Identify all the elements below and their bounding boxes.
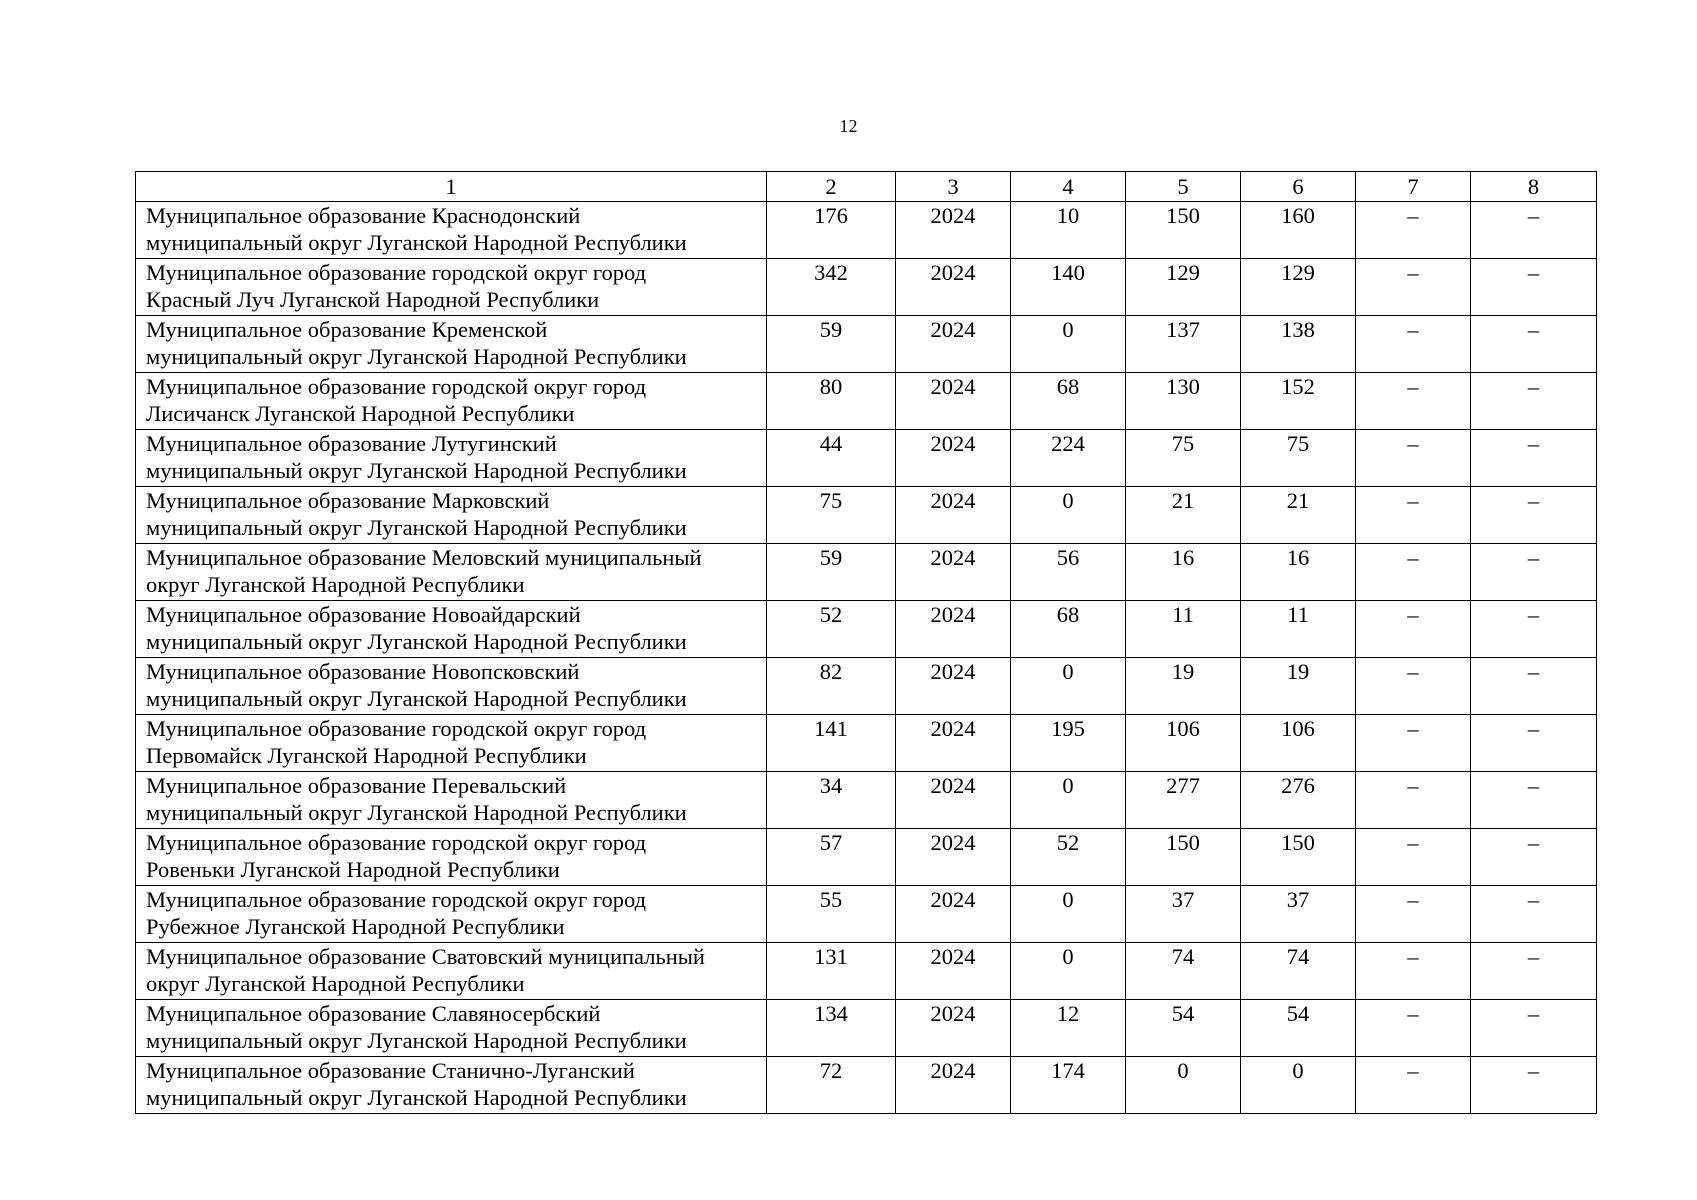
value-col-5: 129 <box>1126 259 1241 316</box>
value-col-5: 150 <box>1126 202 1241 259</box>
value-col-3: 2024 <box>896 316 1011 373</box>
value-col-4: 68 <box>1011 373 1126 430</box>
value-col-4: 10 <box>1011 202 1126 259</box>
value-col-4: 0 <box>1011 772 1126 829</box>
value-col-4: 0 <box>1011 943 1126 1000</box>
value-col-5: 19 <box>1126 658 1241 715</box>
value-col-4: 12 <box>1011 1000 1126 1057</box>
table-row <box>136 373 1597 430</box>
value-col-2: 72 <box>767 1057 896 1114</box>
municipality-name-line-2: муниципальный округ Луганской Народной Республики <box>146 686 687 711</box>
value-col-7: – <box>1356 772 1471 829</box>
value-col-4: 52 <box>1011 829 1126 886</box>
municipality-name-cell <box>136 373 767 430</box>
table-row <box>136 1000 1597 1057</box>
value-col-3: 2024 <box>896 829 1011 886</box>
value-col-2: 75 <box>767 487 896 544</box>
value-col-7: – <box>1356 316 1471 373</box>
municipality-name-cell <box>136 658 767 715</box>
value-col-5: 130 <box>1126 373 1241 430</box>
value-col-5: 37 <box>1126 886 1241 943</box>
value-col-8: – <box>1471 658 1597 715</box>
value-col-5: 75 <box>1126 430 1241 487</box>
column-header: 5 <box>1126 172 1241 202</box>
value-col-3: 2024 <box>896 430 1011 487</box>
value-col-7: – <box>1356 658 1471 715</box>
municipality-name-line-1: Муниципальное образование Новопсковский <box>146 659 580 684</box>
value-col-2: 141 <box>767 715 896 772</box>
value-col-6: 16 <box>1241 544 1356 601</box>
column-header: 1 <box>136 172 767 202</box>
value-col-8: – <box>1471 202 1597 259</box>
value-col-3: 2024 <box>896 1057 1011 1114</box>
value-col-3: 2024 <box>896 601 1011 658</box>
value-col-6: 74 <box>1241 943 1356 1000</box>
municipality-name-line-2: муниципальный округ Луганской Народной Республики <box>146 800 687 825</box>
municipality-name-cell <box>136 202 767 259</box>
municipality-name-cell <box>136 544 767 601</box>
value-col-6: 138 <box>1241 316 1356 373</box>
value-col-2: 134 <box>767 1000 896 1057</box>
value-col-6: 37 <box>1241 886 1356 943</box>
value-col-2: 34 <box>767 772 896 829</box>
value-col-5: 150 <box>1126 829 1241 886</box>
value-col-6: 11 <box>1241 601 1356 658</box>
municipality-name-cell <box>136 1000 767 1057</box>
value-col-6: 54 <box>1241 1000 1356 1057</box>
municipality-name-cell <box>136 601 767 658</box>
municipality-name-cell <box>136 316 767 373</box>
value-col-8: – <box>1471 601 1597 658</box>
municipality-name-line-2: округ Луганской Народной Республики <box>146 971 525 996</box>
value-col-7: – <box>1356 259 1471 316</box>
value-col-6: 152 <box>1241 373 1356 430</box>
column-header: 4 <box>1011 172 1126 202</box>
value-col-7: – <box>1356 487 1471 544</box>
value-col-4: 195 <box>1011 715 1126 772</box>
value-col-3: 2024 <box>896 886 1011 943</box>
value-col-8: – <box>1471 829 1597 886</box>
value-col-8: – <box>1471 772 1597 829</box>
value-col-8: – <box>1471 715 1597 772</box>
municipality-name-line-1: Муниципальное образование Станично-Луганский <box>146 1058 635 1083</box>
value-col-3: 2024 <box>896 544 1011 601</box>
value-col-5: 11 <box>1126 601 1241 658</box>
municipality-name-cell <box>136 259 767 316</box>
value-col-7: – <box>1356 715 1471 772</box>
table-row <box>136 886 1597 943</box>
municipality-name-cell <box>136 487 767 544</box>
table-row <box>136 487 1597 544</box>
municipality-name-line-1: Муниципальное образование Новоайдарский <box>146 602 581 627</box>
municipality-name-cell <box>136 829 767 886</box>
value-col-8: – <box>1471 430 1597 487</box>
value-col-5: 54 <box>1126 1000 1241 1057</box>
value-col-3: 2024 <box>896 1000 1011 1057</box>
table-row <box>136 259 1597 316</box>
municipality-name-line-1: Муниципальное образование Марковский <box>146 488 550 513</box>
value-col-4: 68 <box>1011 601 1126 658</box>
municipality-name-line-2: муниципальный округ Луганской Народной Республики <box>146 515 687 540</box>
value-col-2: 82 <box>767 658 896 715</box>
value-col-7: – <box>1356 886 1471 943</box>
municipality-name-line-2: Лисичанск Луганской Народной Республики <box>146 401 575 426</box>
column-header: 6 <box>1241 172 1356 202</box>
table-row <box>136 601 1597 658</box>
value-col-7: – <box>1356 202 1471 259</box>
column-header: 3 <box>896 172 1011 202</box>
municipality-name-line-2: муниципальный округ Луганской Народной Республики <box>146 458 687 483</box>
value-col-2: 131 <box>767 943 896 1000</box>
value-col-2: 59 <box>767 544 896 601</box>
municipality-name-line-2: округ Луганской Народной Республики <box>146 572 525 597</box>
municipality-name-line-2: Первомайск Луганской Народной Республики <box>146 743 587 768</box>
municipality-name-cell <box>136 715 767 772</box>
value-col-3: 2024 <box>896 487 1011 544</box>
municipality-name-line-1: Муниципальное образование Меловский муниципальный <box>146 545 702 570</box>
table-row <box>136 829 1597 886</box>
value-col-8: – <box>1471 373 1597 430</box>
value-col-7: – <box>1356 829 1471 886</box>
value-col-8: – <box>1471 487 1597 544</box>
value-col-2: 57 <box>767 829 896 886</box>
value-col-4: 56 <box>1011 544 1126 601</box>
page-number: 12 <box>839 116 858 136</box>
municipality-name-line-2: муниципальный округ Луганской Народной Республики <box>146 1085 687 1110</box>
value-col-2: 176 <box>767 202 896 259</box>
value-col-8: – <box>1471 1057 1597 1114</box>
municipality-name-line-1: Муниципальное образование городской округ город <box>146 887 647 912</box>
value-col-8: – <box>1471 886 1597 943</box>
value-col-7: – <box>1356 943 1471 1000</box>
value-col-3: 2024 <box>896 373 1011 430</box>
value-col-2: 44 <box>767 430 896 487</box>
table-row <box>136 1057 1597 1114</box>
municipality-name-line-2: Ровеньки Луганской Народной Республики <box>146 857 560 882</box>
value-col-4: 0 <box>1011 658 1126 715</box>
table-row <box>136 658 1597 715</box>
value-col-8: – <box>1471 544 1597 601</box>
value-col-2: 52 <box>767 601 896 658</box>
value-col-5: 21 <box>1126 487 1241 544</box>
municipality-name-line-1: Муниципальное образование Сватовский муниципальный <box>146 944 705 969</box>
municipality-name-line-2: муниципальный округ Луганской Народной Республики <box>146 344 687 369</box>
municipality-name-line-1: Муниципальное образование городской округ город <box>146 374 647 399</box>
value-col-6: 75 <box>1241 430 1356 487</box>
municipality-name-cell <box>136 430 767 487</box>
table-row <box>136 544 1597 601</box>
value-col-6: 276 <box>1241 772 1356 829</box>
value-col-7: – <box>1356 601 1471 658</box>
value-col-7: – <box>1356 430 1471 487</box>
value-col-2: 55 <box>767 886 896 943</box>
municipality-name-line-1: Муниципальное образование Славяносербский <box>146 1001 601 1026</box>
value-col-6: 21 <box>1241 487 1356 544</box>
municipality-name-cell <box>136 772 767 829</box>
value-col-7: – <box>1356 1057 1471 1114</box>
value-col-5: 74 <box>1126 943 1241 1000</box>
value-col-2: 59 <box>767 316 896 373</box>
value-col-6: 160 <box>1241 202 1356 259</box>
table-row <box>136 943 1597 1000</box>
value-col-6: 106 <box>1241 715 1356 772</box>
value-col-8: – <box>1471 259 1597 316</box>
value-col-6: 19 <box>1241 658 1356 715</box>
value-col-2: 80 <box>767 373 896 430</box>
value-col-5: 16 <box>1126 544 1241 601</box>
municipality-name-line-1: Муниципальное образование городской округ город <box>146 830 647 855</box>
value-col-3: 2024 <box>896 715 1011 772</box>
value-col-7: – <box>1356 373 1471 430</box>
value-col-5: 0 <box>1126 1057 1241 1114</box>
header-row <box>136 172 1597 202</box>
value-col-4: 0 <box>1011 316 1126 373</box>
value-col-3: 2024 <box>896 658 1011 715</box>
value-col-5: 277 <box>1126 772 1241 829</box>
value-col-5: 106 <box>1126 715 1241 772</box>
table-row <box>136 202 1597 259</box>
municipality-name-cell <box>136 1057 767 1114</box>
table-row <box>136 430 1597 487</box>
value-col-5: 137 <box>1126 316 1241 373</box>
data-table <box>135 171 1597 1114</box>
value-col-3: 2024 <box>896 259 1011 316</box>
value-col-6: 0 <box>1241 1057 1356 1114</box>
municipality-name-line-1: Муниципальное образование городской округ город <box>146 260 647 285</box>
value-col-7: – <box>1356 1000 1471 1057</box>
column-header: 7 <box>1356 172 1471 202</box>
value-col-3: 2024 <box>896 943 1011 1000</box>
municipality-name-line-1: Муниципальное образование городской округ город <box>146 716 647 741</box>
value-col-2: 342 <box>767 259 896 316</box>
municipality-name-cell <box>136 886 767 943</box>
municipality-name-line-1: Муниципальное образование Перевальский <box>146 773 567 798</box>
municipality-name-line-2: Рубежное Луганской Народной Республики <box>146 914 565 939</box>
value-col-4: 0 <box>1011 487 1126 544</box>
municipality-name-line-1: Муниципальное образование Кременской <box>146 317 548 342</box>
value-col-8: – <box>1471 943 1597 1000</box>
municipality-name-line-1: Муниципальное образование Краснодонский <box>146 203 581 228</box>
column-header: 8 <box>1471 172 1597 202</box>
value-col-3: 2024 <box>896 772 1011 829</box>
value-col-6: 150 <box>1241 829 1356 886</box>
municipality-name-line-1: Муниципальное образование Лутугинский <box>146 431 557 456</box>
table-row <box>136 772 1597 829</box>
municipality-name-line-2: муниципальный округ Луганской Народной Республики <box>146 230 687 255</box>
municipality-name-cell <box>136 943 767 1000</box>
municipality-name-line-2: муниципальный округ Луганской Народной Республики <box>146 1028 687 1053</box>
value-col-6: 129 <box>1241 259 1356 316</box>
value-col-4: 224 <box>1011 430 1126 487</box>
value-col-4: 174 <box>1011 1057 1126 1114</box>
value-col-4: 140 <box>1011 259 1126 316</box>
table-row <box>136 715 1597 772</box>
table-row <box>136 316 1597 373</box>
value-col-7: – <box>1356 544 1471 601</box>
value-col-4: 0 <box>1011 886 1126 943</box>
municipality-name-line-2: Красный Луч Луганской Народной Республики <box>146 287 600 312</box>
value-col-8: – <box>1471 1000 1597 1057</box>
municipality-name-line-2: муниципальный округ Луганской Народной Республики <box>146 629 687 654</box>
value-col-8: – <box>1471 316 1597 373</box>
table-body <box>136 202 1597 1114</box>
column-header: 2 <box>767 172 896 202</box>
value-col-3: 2024 <box>896 202 1011 259</box>
